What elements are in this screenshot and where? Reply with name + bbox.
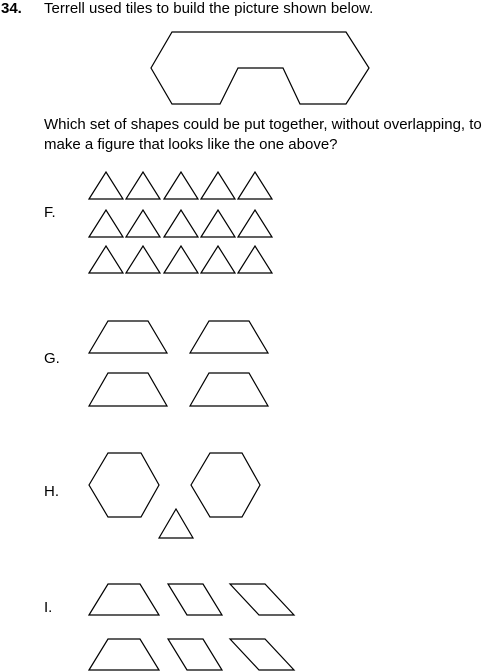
option-h-label[interactable]: H.: [44, 483, 59, 500]
option-i-label[interactable]: I.: [44, 599, 53, 616]
trapezoid: [89, 639, 159, 670]
question-line-1: Which set of shapes could be put together, without overlapping, to: [44, 116, 482, 133]
trapezoid: [89, 584, 159, 615]
question-prompt: Terrell used tiles to build the picture shown below.: [44, 0, 374, 17]
rhombus: [230, 584, 294, 615]
question-line-2: make a figure that looks like the one above?: [44, 136, 338, 153]
rhombus: [168, 639, 222, 670]
option-f-label[interactable]: F.: [44, 204, 56, 221]
option-g-label[interactable]: G.: [44, 350, 60, 367]
question-number: 34.: [1, 0, 22, 17]
rhombus: [230, 639, 294, 670]
rhombus: [168, 584, 222, 615]
